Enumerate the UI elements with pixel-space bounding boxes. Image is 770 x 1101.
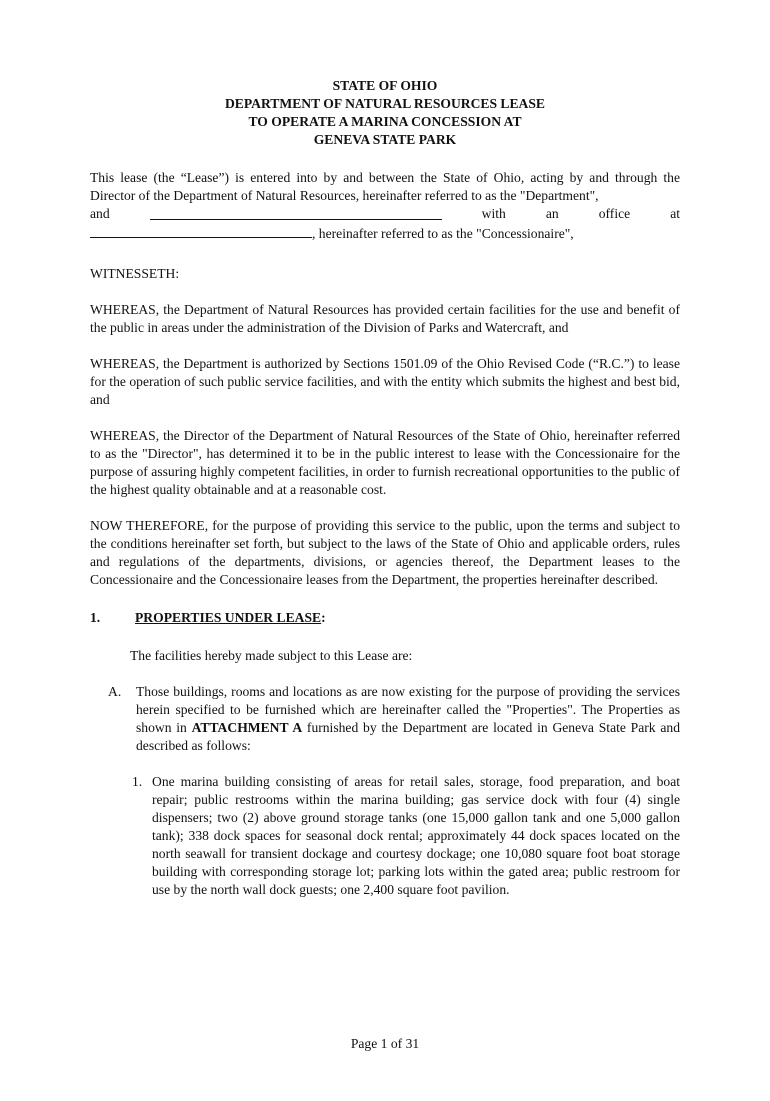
attachment-a-reference: ATTACHMENT A — [191, 720, 303, 735]
intro-word-and: and — [90, 206, 110, 221]
intro-word-at: at — [670, 206, 680, 221]
intro-line-1: This lease (the “Lease”) is entered into by and between the State of Ohio, acting by and through the Director of the Department of Natural Resources, hereinafter referred to as the "Department", — [90, 170, 680, 203]
intro-line-3-tail: , hereinafter referred to as the "Concessionaire", — [312, 226, 574, 241]
document-page — [0, 77, 770, 1101]
witnesseth-heading: WITNESSETH: — [90, 266, 180, 281]
list-item-1-text: One marina building consisting of areas for retail sales, storage, food preparation, and boat repair; public restrooms within the marina building; gas service dock with four (4) single dispensers; two (2) above ground storage tanks (one 15,000 gallon tank and one 5,000 gallon tank); 338 dock spaces for seasonal dock rental; approximately 44 dock spaces located on the north seawall for transient dockage and courtesy dockage; one 10,080 square foot boat storage building with corresponding storage lot; parking lots within the gated area; public restroom for use by the north wall dock guests; one 2,400 square foot pavilion. — [152, 774, 680, 897]
whereas-paragraph-1: WHEREAS, the Department of Natural Resources has provided certain facilities for the use and benefit of the public in areas under the administration of the Division of Parks and Watercraft, and — [90, 302, 680, 335]
title-line-3: TO OPERATE A MARINA CONCESSION AT — [248, 114, 522, 129]
title-line-1: STATE OF OHIO — [332, 78, 438, 93]
list-item-1 — [90, 773, 680, 899]
intro-line-3 — [90, 223, 680, 243]
list-item-a-marker: A. — [108, 684, 122, 699]
whereas-paragraph-3: WHEREAS, the Director of the Department of Natural Resources of the State of Ohio, hereinafter referred to as the "Director", has determined it to be in the public interest to lease with the Concessionaire for the purpose of assuring highly competent facilities, in order to furnish recreational opportunities to the public of the highest quality obtainable and at a reasonable cost. — [90, 428, 680, 497]
list-item-a-text-after: furnished by the Department are located in Geneva State Park and described as follows: — [136, 720, 680, 753]
section-1-intro: The facilities hereby made subject to this Lease are: — [130, 648, 413, 663]
title-line-2: DEPARTMENT OF NATURAL RESOURCES LEASE — [224, 96, 546, 111]
section-1-number: 1. — [90, 610, 101, 625]
intro-line-2 — [90, 205, 680, 223]
concessionaire-name-blank[interactable] — [150, 205, 442, 220]
list-item-a-text — [136, 683, 680, 755]
intro-word-an: an — [545, 206, 559, 221]
whereas-paragraph-2: WHEREAS, the Department is authorized by Sections 1501.09 of the Ohio Revised Code (“R.C.”) to lease for the operation of such public service facilities, and with the entity which submits the highest and best bid, and — [90, 356, 680, 407]
document-title — [90, 77, 680, 149]
section-1-heading — [90, 609, 680, 627]
intro-word-office: office — [598, 206, 631, 221]
list-item-a — [90, 683, 680, 755]
page-footer: Page 1 of 31 — [350, 1036, 420, 1051]
title-line-4: GENEVA STATE PARK — [313, 132, 457, 147]
section-1-title: PROPERTIES UNDER LEASE — [135, 610, 322, 625]
intro-paragraph — [90, 169, 680, 243]
list-item-1-marker: 1. — [132, 774, 143, 789]
section-1-colon: : — [321, 610, 326, 625]
now-therefore-paragraph: NOW THEREFORE, for the purpose of providing this service to the public, upon the terms and subject to the conditions hereinafter set forth, but subject to the laws of the State of Ohio and applicable orders, rules and regulations of the departments, divisions, or agencies thereof, the Department leases to the Concessionaire and the Concessionaire leases from the Department, the properties hereinafter described. — [90, 518, 680, 587]
intro-word-with: with — [481, 206, 506, 221]
concessionaire-address-blank[interactable] — [90, 223, 312, 238]
list-item-a-text-before: Those buildings, rooms and locations as are now existing for the purpose of providing the services herein specified to be furnished which are hereinafter called the "Properties". The Properties as shown in — [136, 684, 680, 735]
